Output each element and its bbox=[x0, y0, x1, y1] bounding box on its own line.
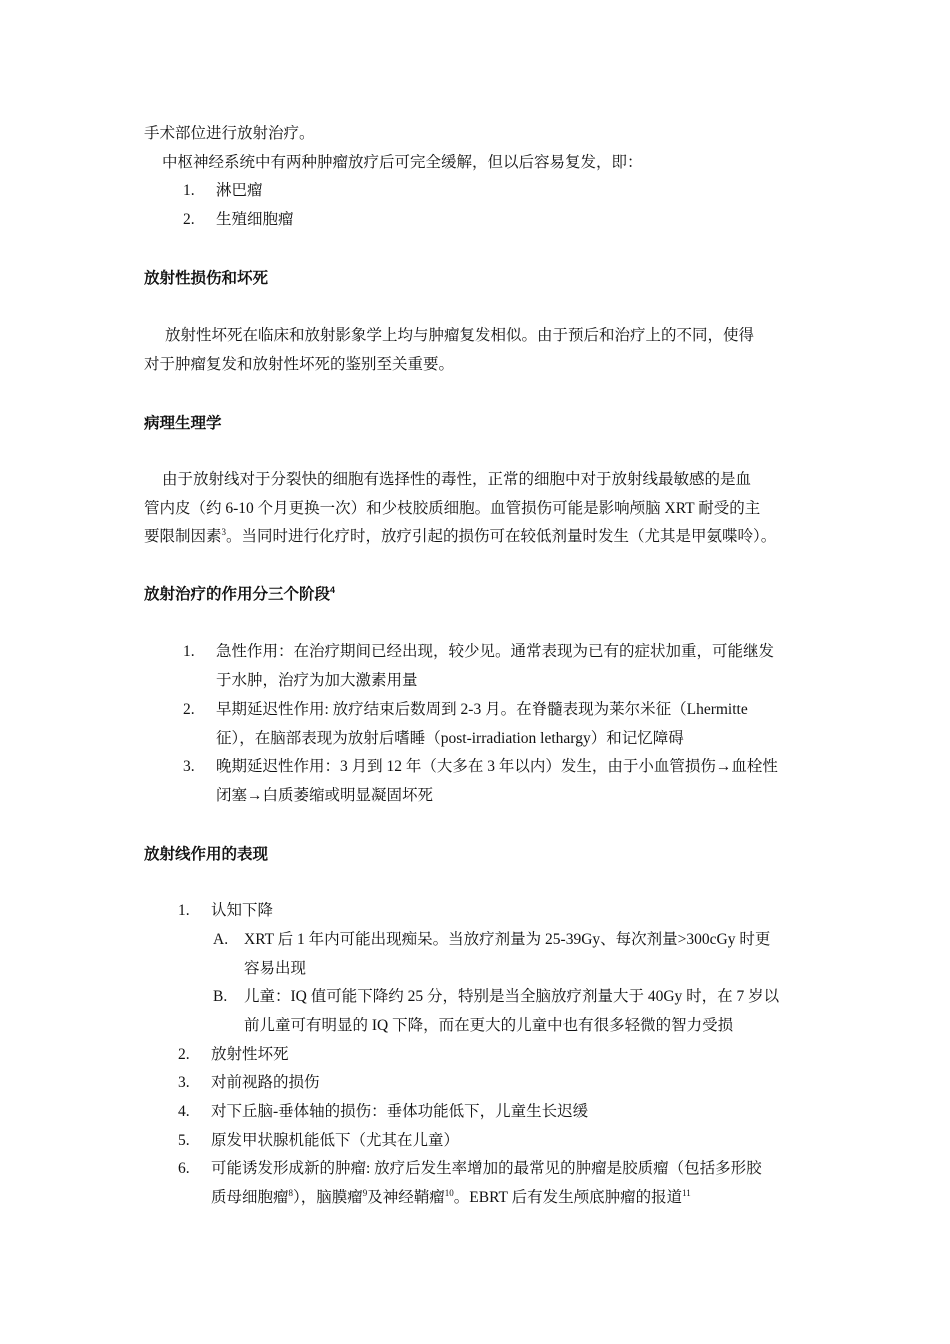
patho-line-3-start: 要限制因素 bbox=[144, 528, 222, 545]
list-number: 1. bbox=[183, 643, 195, 660]
item6-text-d: 。EBRT 后有发生颅底肿瘤的报道 bbox=[453, 1189, 683, 1206]
list-item: 淋巴瘤 bbox=[216, 182, 263, 199]
stage-item-line-2: 于水肿，治疗为加大激素用量 bbox=[216, 672, 418, 689]
list-item: 生殖细胞瘤 bbox=[216, 211, 294, 228]
citation-superscript: 3 bbox=[221, 527, 227, 537]
intro-line-1: 手术部位进行放射治疗。 bbox=[144, 125, 315, 142]
stages-heading-text: 放射治疗的作用分三个阶段 bbox=[144, 586, 331, 603]
necrosis-paragraph-line-2: 对于肿瘤复发和放射性坏死的鉴别至关重要。 bbox=[144, 356, 455, 373]
patho-paragraph-line-3 bbox=[144, 527, 776, 547]
citation-superscript: 8 bbox=[288, 1188, 294, 1198]
section-heading-pathophysiology: 病理生理学 bbox=[144, 415, 222, 432]
effect-item-line-2 bbox=[211, 1188, 691, 1208]
item6-text-a: 质母细胞瘤 bbox=[211, 1189, 289, 1206]
sublist-letter: A. bbox=[213, 931, 229, 948]
list-number: 2. bbox=[183, 211, 195, 228]
section-heading-effects: 放射线作用的表现 bbox=[144, 846, 269, 863]
list-number: 2. bbox=[178, 1046, 190, 1063]
list-number: 6. bbox=[178, 1160, 190, 1177]
patho-line-3-end: 。当同时进行化疗时，放疗引起的损伤可在较低剂量时发生（尤其是甲氨喋呤）。 bbox=[226, 528, 777, 545]
list-number: 3. bbox=[178, 1074, 190, 1091]
list-number: 1. bbox=[183, 182, 195, 199]
section-heading-stages bbox=[144, 585, 335, 605]
necrosis-paragraph-line-1: 放射性坏死在临床和放射影象学上均与肿瘤复发相似。由于预后和治疗上的不同，使得 bbox=[165, 327, 755, 344]
stage-item-line-1: 早期延迟性作用: 放疗结束后数周到 2-3 月。在脊髓表现为莱尔米征（Lhermitte bbox=[216, 701, 748, 718]
list-number: 3. bbox=[183, 758, 195, 775]
stage-item-line-2: 征），在脑部表现为放射后嗜睡（post-irradiation lethargy）和记忆障碍 bbox=[216, 730, 684, 747]
citation-superscript: 4 bbox=[330, 585, 336, 595]
stage-item-line-1: 晚期延迟性作用：3 月到 12 年（大多在 3 年以内）发生，由于小血管损伤→血栓性 bbox=[216, 758, 778, 775]
intro-line-2: 中枢神经系统中有两种肿瘤放疗后可完全缓解，但以后容易复发，即： bbox=[162, 154, 643, 171]
effect-subitem-line-1: 儿童：IQ 值可能下降约 25 分，特别是当全脑放疗剂量大于 40Gy 时，在 7 岁以 bbox=[244, 988, 780, 1005]
effect-item-line-1: 可能诱发形成新的肿瘤: 放疗后发生率增加的最常见的肿瘤是胶质瘤（包括多形胶 bbox=[211, 1160, 762, 1177]
list-number: 5. bbox=[178, 1132, 190, 1149]
effect-item: 认知下降 bbox=[211, 902, 274, 919]
effect-item: 原发甲状腺机能低下（尤其在儿童） bbox=[211, 1132, 460, 1149]
section-heading-necrosis: 放射性损伤和坏死 bbox=[144, 270, 269, 287]
stage-item-line-2: 闭塞→白质萎缩或明显凝固坏死 bbox=[216, 787, 434, 804]
sublist-letter: B. bbox=[213, 988, 228, 1005]
effect-item: 对前视路的损伤 bbox=[211, 1074, 320, 1091]
effect-subitem-line-2: 容易出现 bbox=[244, 960, 307, 977]
effect-item: 放射性坏死 bbox=[211, 1046, 289, 1063]
stage-item-line-1: 急性作用：在治疗期间已经出现，较少见。通常表现为已有的症状加重，可能继发 bbox=[216, 643, 775, 660]
effect-item: 对下丘脑-垂体轴的损伤：垂体功能低下，儿童生长迟缓 bbox=[211, 1103, 589, 1120]
list-number: 1. bbox=[178, 902, 190, 919]
citation-superscript: 11 bbox=[682, 1188, 691, 1198]
list-number: 4. bbox=[178, 1103, 190, 1120]
citation-superscript: 9 bbox=[362, 1188, 368, 1198]
citation-superscript: 10 bbox=[444, 1188, 454, 1198]
item6-text-b: ），脑膜瘤 bbox=[293, 1189, 363, 1206]
list-number: 2. bbox=[183, 701, 195, 718]
effect-subitem-line-2: 前儿童可有明显的 IQ 下降，而在更大的儿童中也有很多轻微的智力受损 bbox=[244, 1017, 734, 1034]
item6-text-c: 及神经鞘瘤 bbox=[367, 1189, 445, 1206]
patho-paragraph-line-1: 由于放射线对于分裂快的细胞有选择性的毒性，正常的细胞中对于放射线最敏感的是血 bbox=[162, 471, 752, 488]
patho-paragraph-line-2: 管内皮（约 6-10 个月更换一次）和少枝胶质细胞。血管损伤可能是影响颅脑 XRT 耐受的主 bbox=[144, 500, 761, 517]
effect-subitem-line-1: XRT 后 1 年内可能出现痴呆。当放疗剂量为 25-39Gy、每次剂量>300cGy 时更 bbox=[244, 931, 771, 948]
